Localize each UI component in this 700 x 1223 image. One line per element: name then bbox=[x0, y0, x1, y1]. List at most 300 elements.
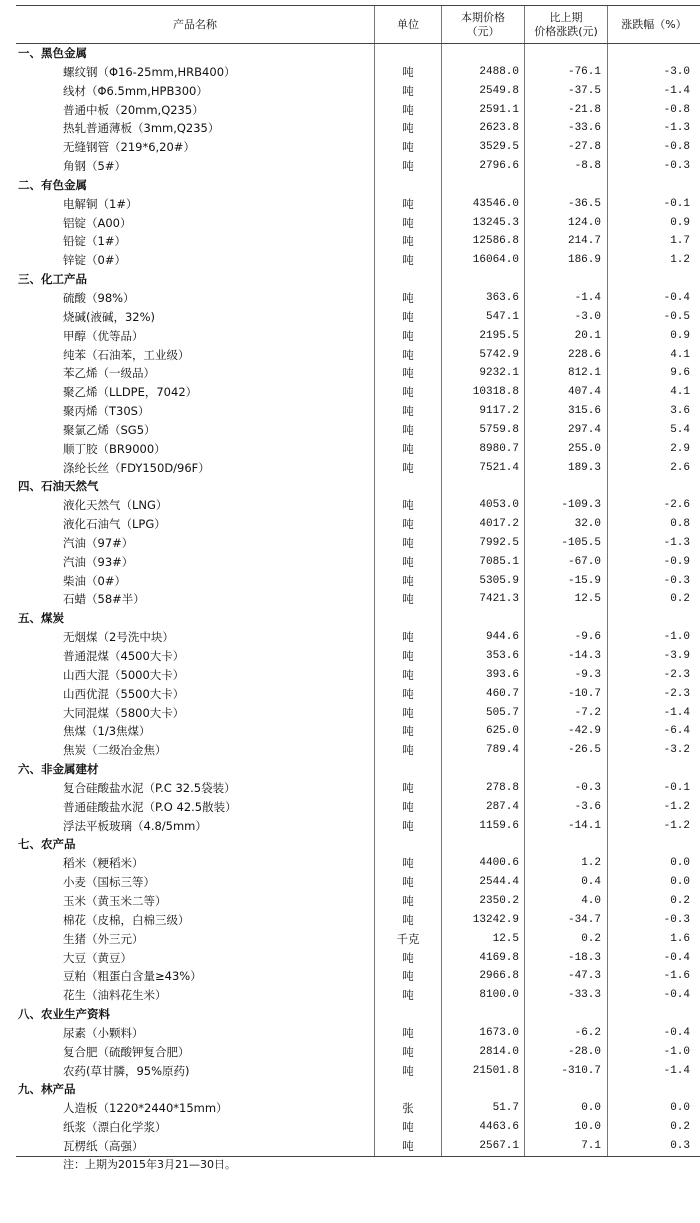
product-name-cell: 石蜡（58#半） bbox=[16, 590, 375, 609]
section-row bbox=[16, 835, 700, 854]
change-percent-cell: 0.9 bbox=[670, 216, 690, 229]
change-percent-cell: -0.1 bbox=[663, 781, 690, 794]
product-name-cell: 螺纹钢（Φ16-25mm,HRB400） bbox=[16, 63, 375, 82]
table-row bbox=[16, 1024, 700, 1043]
table-header-row bbox=[16, 6, 700, 44]
section-title: 六、非金属建材 bbox=[16, 760, 375, 779]
header-change-percent: 涨跌幅（%） bbox=[621, 17, 687, 31]
price-change-cell: -9.6 bbox=[525, 628, 608, 647]
price-cell: 13242.9 bbox=[442, 911, 525, 930]
price-change-cell: 12.5 bbox=[525, 590, 608, 609]
product-name-cell: 无缝钢管（219*6,20#） bbox=[16, 138, 375, 157]
product-name-cell: 角钢（5#） bbox=[16, 157, 375, 176]
product-name-cell: 浮法平板玻璃（4.8/5mm） bbox=[16, 817, 375, 836]
price-cell: 8100.0 bbox=[442, 986, 525, 1005]
product-name-cell: 聚氯乙烯（SG5） bbox=[16, 421, 375, 440]
change-percent-cell: -0.5 bbox=[663, 310, 690, 323]
unit-cell: 吨 bbox=[375, 1062, 442, 1081]
unit-cell: 吨 bbox=[375, 553, 442, 572]
change-percent-cell: -0.3 bbox=[663, 574, 690, 587]
price-cell: 2195.5 bbox=[442, 327, 525, 346]
price-cell: 12.5 bbox=[442, 930, 525, 949]
price-change-cell: 0.0 bbox=[525, 1099, 608, 1118]
price-change-cell: -7.2 bbox=[525, 704, 608, 723]
unit-cell: 千克 bbox=[375, 930, 442, 949]
section-title: 九、林产品 bbox=[16, 1080, 375, 1099]
price-cell: 16064.0 bbox=[442, 251, 525, 270]
empty-cell bbox=[525, 835, 608, 854]
product-name-cell: 汽油（97#） bbox=[16, 534, 375, 553]
section-row bbox=[16, 1080, 700, 1099]
price-cell: 4400.6 bbox=[442, 854, 525, 873]
unit-cell: 吨 bbox=[375, 704, 442, 723]
change-percent-cell: -3.0 bbox=[663, 65, 690, 78]
price-cell: 460.7 bbox=[442, 685, 525, 704]
product-name-cell: 无烟煤（2号洗中块） bbox=[16, 628, 375, 647]
price-cell: 7992.5 bbox=[442, 534, 525, 553]
unit-cell: 吨 bbox=[375, 1024, 442, 1043]
table-row bbox=[16, 308, 700, 327]
price-cell: 4169.8 bbox=[442, 949, 525, 968]
change-percent-cell: 0.2 bbox=[670, 894, 690, 907]
product-name-cell: 烧碱(液碱，32%) bbox=[16, 308, 375, 327]
price-change-cell: 7.1 bbox=[525, 1137, 608, 1156]
product-name-cell: 纯苯（石油苯，工业级） bbox=[16, 346, 375, 365]
product-name-cell: 复合硅酸盐水泥（P.C 32.5袋装） bbox=[16, 779, 375, 798]
price-change-cell: 20.1 bbox=[525, 327, 608, 346]
table-row bbox=[16, 553, 700, 572]
table-row bbox=[16, 1137, 700, 1156]
change-percent-cell: -1.3 bbox=[663, 122, 690, 135]
section-title: 七、农产品 bbox=[16, 835, 375, 854]
price-change-cell: 297.4 bbox=[525, 421, 608, 440]
price-change-cell: -14.3 bbox=[525, 647, 608, 666]
table-row bbox=[16, 798, 700, 817]
price-cell: 43546.0 bbox=[442, 195, 525, 214]
table-row bbox=[16, 157, 700, 176]
table-row bbox=[16, 459, 700, 478]
price-cell: 9117.2 bbox=[442, 402, 525, 421]
header-product-name: 产品名称 bbox=[16, 6, 375, 43]
change-percent-cell: -2.3 bbox=[663, 687, 690, 700]
change-percent-cell: 1.2 bbox=[670, 254, 690, 267]
empty-cell bbox=[442, 270, 525, 289]
price-cell: 2814.0 bbox=[442, 1043, 525, 1062]
product-name-cell: 线材（Φ6.5mm,HPB300） bbox=[16, 82, 375, 101]
table-row bbox=[16, 892, 700, 911]
price-cell: 1159.6 bbox=[442, 817, 525, 836]
price-change-cell: -76.1 bbox=[525, 63, 608, 82]
product-name-cell: 电解铜（1#） bbox=[16, 195, 375, 214]
unit-cell: 吨 bbox=[375, 779, 442, 798]
section-row bbox=[16, 609, 700, 628]
empty-cell bbox=[375, 176, 442, 195]
table-row bbox=[16, 101, 700, 120]
table-row bbox=[16, 967, 700, 986]
price-cell: 2350.2 bbox=[442, 892, 525, 911]
price-cell: 2966.8 bbox=[442, 967, 525, 986]
unit-cell: 吨 bbox=[375, 647, 442, 666]
unit-cell: 吨 bbox=[375, 741, 442, 760]
product-name-cell: 锌锭（0#） bbox=[16, 251, 375, 270]
unit-cell: 吨 bbox=[375, 873, 442, 892]
section-title: 四、石油天然气 bbox=[16, 477, 375, 496]
unit-cell: 吨 bbox=[375, 798, 442, 817]
product-name-cell: 棉花（皮棉，白棉三级） bbox=[16, 911, 375, 930]
change-percent-cell: -3.2 bbox=[663, 744, 690, 757]
change-percent-cell: -0.3 bbox=[663, 913, 690, 926]
section-title: 八、农业生产资料 bbox=[16, 1005, 375, 1024]
table-row bbox=[16, 440, 700, 459]
unit-cell: 吨 bbox=[375, 817, 442, 836]
price-cell: 1673.0 bbox=[442, 1024, 525, 1043]
product-name-cell: 涤纶长丝（FDY150D/96F） bbox=[16, 459, 375, 478]
unit-cell: 吨 bbox=[375, 421, 442, 440]
product-name-cell: 生猪（外三元） bbox=[16, 930, 375, 949]
change-percent-cell: -0.4 bbox=[663, 951, 690, 964]
unit-cell: 吨 bbox=[375, 308, 442, 327]
table-row bbox=[16, 138, 700, 157]
section-row bbox=[16, 760, 700, 779]
price-change-cell: -8.8 bbox=[525, 157, 608, 176]
table-row bbox=[16, 911, 700, 930]
table-row bbox=[16, 383, 700, 402]
product-name-cell: 聚丙烯（T30S） bbox=[16, 402, 375, 421]
price-change-cell: -3.0 bbox=[525, 308, 608, 327]
price-cell: 13245.3 bbox=[442, 214, 525, 233]
table-row bbox=[16, 1043, 700, 1062]
empty-cell bbox=[375, 835, 442, 854]
change-percent-cell: -2.6 bbox=[663, 499, 690, 512]
section-row bbox=[16, 477, 700, 496]
change-percent-cell: 1.7 bbox=[670, 235, 690, 248]
price-change-cell: -34.7 bbox=[525, 911, 608, 930]
table-row bbox=[16, 854, 700, 873]
price-cell: 287.4 bbox=[442, 798, 525, 817]
price-cell: 944.6 bbox=[442, 628, 525, 647]
unit-cell: 张 bbox=[375, 1099, 442, 1118]
empty-cell bbox=[525, 1080, 608, 1099]
price-change-cell: -14.1 bbox=[525, 817, 608, 836]
empty-cell bbox=[442, 609, 525, 628]
unit-cell: 吨 bbox=[375, 628, 442, 647]
change-percent-cell: -0.3 bbox=[663, 160, 690, 173]
empty-cell bbox=[442, 835, 525, 854]
unit-cell: 吨 bbox=[375, 440, 442, 459]
table-row bbox=[16, 741, 700, 760]
product-name-cell: 小麦（国标三等） bbox=[16, 873, 375, 892]
empty-cell bbox=[375, 609, 442, 628]
price-cell: 278.8 bbox=[442, 779, 525, 798]
empty-cell bbox=[608, 1080, 700, 1099]
table-row bbox=[16, 119, 700, 138]
price-change-cell: -109.3 bbox=[525, 496, 608, 515]
price-cell: 505.7 bbox=[442, 704, 525, 723]
price-cell: 353.6 bbox=[442, 647, 525, 666]
change-percent-cell: 4.1 bbox=[670, 348, 690, 361]
product-name-cell: 柴油（0#） bbox=[16, 572, 375, 591]
empty-cell bbox=[608, 1005, 700, 1024]
unit-cell: 吨 bbox=[375, 459, 442, 478]
change-percent-cell: -1.4 bbox=[663, 1064, 690, 1077]
price-cell: 8980.7 bbox=[442, 440, 525, 459]
unit-cell: 吨 bbox=[375, 195, 442, 214]
unit-cell: 吨 bbox=[375, 854, 442, 873]
price-change-cell: -33.6 bbox=[525, 119, 608, 138]
unit-cell: 吨 bbox=[375, 157, 442, 176]
product-name-cell: 尿素（小颗料） bbox=[16, 1024, 375, 1043]
product-name-cell: 复合肥（硫酸钾复合肥） bbox=[16, 1043, 375, 1062]
empty-cell bbox=[525, 477, 608, 496]
change-percent-cell: 3.6 bbox=[670, 405, 690, 418]
product-name-cell: 顺丁胶（BR9000） bbox=[16, 440, 375, 459]
change-percent-cell: 0.8 bbox=[670, 518, 690, 531]
price-cell: 789.4 bbox=[442, 741, 525, 760]
price-cell: 4017.2 bbox=[442, 515, 525, 534]
change-percent-cell: -0.8 bbox=[663, 103, 690, 116]
price-change-cell: 214.7 bbox=[525, 232, 608, 251]
unit-cell: 吨 bbox=[375, 364, 442, 383]
table-row bbox=[16, 1062, 700, 1081]
unit-cell: 吨 bbox=[375, 82, 442, 101]
product-name-cell: 铝锭（A00） bbox=[16, 214, 375, 233]
table-row bbox=[16, 82, 700, 101]
price-cell: 10318.8 bbox=[442, 383, 525, 402]
empty-cell bbox=[608, 270, 700, 289]
unit-cell: 吨 bbox=[375, 402, 442, 421]
unit-cell: 吨 bbox=[375, 1118, 442, 1137]
product-name-cell: 普通中板（20mm,Q235） bbox=[16, 101, 375, 120]
price-cell: 363.6 bbox=[442, 289, 525, 308]
price-change-cell: 0.4 bbox=[525, 873, 608, 892]
product-name-cell: 人造板（1220*2440*15mm） bbox=[16, 1099, 375, 1118]
section-title: 五、煤炭 bbox=[16, 609, 375, 628]
section-title: 一、黑色金属 bbox=[16, 44, 375, 63]
product-name-cell: 普通硅酸盐水泥（P.O 42.5散装） bbox=[16, 798, 375, 817]
product-name-cell: 甲醇（优等品） bbox=[16, 327, 375, 346]
change-percent-cell: -0.8 bbox=[663, 141, 690, 154]
table-row bbox=[16, 1099, 700, 1118]
price-change-cell: -28.0 bbox=[525, 1043, 608, 1062]
change-percent-cell: -1.3 bbox=[663, 536, 690, 549]
empty-cell bbox=[525, 609, 608, 628]
price-cell: 3529.5 bbox=[442, 138, 525, 157]
section-title: 三、化工产品 bbox=[16, 270, 375, 289]
price-change-cell: -0.3 bbox=[525, 779, 608, 798]
change-percent-cell: -1.2 bbox=[663, 800, 690, 813]
price-change-cell: 228.6 bbox=[525, 346, 608, 365]
price-change-cell: -105.5 bbox=[525, 534, 608, 553]
product-name-cell: 苯乙烯（一级品） bbox=[16, 364, 375, 383]
header-price-change: 比上期 价格涨跌(元) bbox=[525, 6, 608, 43]
table-row bbox=[16, 930, 700, 949]
price-cell: 5759.8 bbox=[442, 421, 525, 440]
empty-cell bbox=[375, 44, 442, 63]
section-row bbox=[16, 270, 700, 289]
unit-cell: 吨 bbox=[375, 346, 442, 365]
price-cell: 21501.8 bbox=[442, 1062, 525, 1081]
empty-cell bbox=[442, 1005, 525, 1024]
change-percent-cell: -1.6 bbox=[663, 970, 690, 983]
product-name-cell: 玉米（黄玉米二等） bbox=[16, 892, 375, 911]
empty-cell bbox=[525, 760, 608, 779]
unit-cell: 吨 bbox=[375, 986, 442, 1005]
price-change-cell: -10.7 bbox=[525, 685, 608, 704]
change-percent-cell: -2.3 bbox=[663, 668, 690, 681]
price-change-cell: 4.0 bbox=[525, 892, 608, 911]
price-cell: 9232.1 bbox=[442, 364, 525, 383]
empty-cell bbox=[442, 1080, 525, 1099]
empty-cell bbox=[375, 477, 442, 496]
change-percent-cell: -0.1 bbox=[663, 197, 690, 210]
table-row bbox=[16, 590, 700, 609]
table-row bbox=[16, 1118, 700, 1137]
empty-cell bbox=[442, 760, 525, 779]
product-name-cell: 豆粕（粗蛋白含量≥43%） bbox=[16, 967, 375, 986]
unit-cell: 吨 bbox=[375, 534, 442, 553]
price-change-cell: 315.6 bbox=[525, 402, 608, 421]
change-percent-cell: 0.0 bbox=[670, 876, 690, 889]
empty-cell bbox=[525, 44, 608, 63]
price-change-cell: 32.0 bbox=[525, 515, 608, 534]
price-change-cell: -42.9 bbox=[525, 722, 608, 741]
table-row bbox=[16, 817, 700, 836]
price-cell: 2796.6 bbox=[442, 157, 525, 176]
price-change-cell: -15.9 bbox=[525, 572, 608, 591]
price-change-cell: 186.9 bbox=[525, 251, 608, 270]
price-change-cell: 407.4 bbox=[525, 383, 608, 402]
table-row bbox=[16, 628, 700, 647]
empty-cell bbox=[442, 477, 525, 496]
price-cell: 2544.4 bbox=[442, 873, 525, 892]
price-cell: 393.6 bbox=[442, 666, 525, 685]
table-row bbox=[16, 63, 700, 82]
unit-cell: 吨 bbox=[375, 101, 442, 120]
unit-cell: 吨 bbox=[375, 138, 442, 157]
table-body bbox=[16, 44, 700, 1156]
unit-cell: 吨 bbox=[375, 685, 442, 704]
price-cell: 5742.9 bbox=[442, 346, 525, 365]
product-name-cell: 汽油（93#） bbox=[16, 553, 375, 572]
empty-cell bbox=[375, 270, 442, 289]
unit-cell: 吨 bbox=[375, 214, 442, 233]
empty-cell bbox=[525, 270, 608, 289]
product-name-cell: 普通混煤（4500大卡） bbox=[16, 647, 375, 666]
price-change-cell: -33.3 bbox=[525, 986, 608, 1005]
unit-cell: 吨 bbox=[375, 892, 442, 911]
table-row bbox=[16, 666, 700, 685]
change-percent-cell: 1.6 bbox=[670, 932, 690, 945]
price-cell: 7421.3 bbox=[442, 590, 525, 609]
empty-cell bbox=[608, 609, 700, 628]
section-row bbox=[16, 1005, 700, 1024]
price-cell: 5305.9 bbox=[442, 572, 525, 591]
price-cell: 2623.8 bbox=[442, 119, 525, 138]
price-change-cell: 189.3 bbox=[525, 459, 608, 478]
product-name-cell: 纸浆（漂白化学浆） bbox=[16, 1118, 375, 1137]
change-percent-cell: -0.9 bbox=[663, 555, 690, 568]
price-change-cell: -21.8 bbox=[525, 101, 608, 120]
empty-cell bbox=[608, 760, 700, 779]
product-name-cell: 大豆（黄豆） bbox=[16, 949, 375, 968]
change-percent-cell: 2.9 bbox=[670, 442, 690, 455]
price-change-cell: -1.4 bbox=[525, 289, 608, 308]
unit-cell: 吨 bbox=[375, 722, 442, 741]
empty-cell bbox=[375, 1080, 442, 1099]
section-row bbox=[16, 44, 700, 63]
change-percent-cell: -0.4 bbox=[663, 1026, 690, 1039]
price-cell: 2549.8 bbox=[442, 82, 525, 101]
price-change-cell: -310.7 bbox=[525, 1062, 608, 1081]
unit-cell: 吨 bbox=[375, 63, 442, 82]
price-change-cell: 812.1 bbox=[525, 364, 608, 383]
unit-cell: 吨 bbox=[375, 251, 442, 270]
header-unit: 单位 bbox=[375, 6, 442, 43]
section-title: 二、有色金属 bbox=[16, 176, 375, 195]
price-change-cell: 255.0 bbox=[525, 440, 608, 459]
product-name-cell: 农药(草甘膦，95%原药) bbox=[16, 1062, 375, 1081]
price-change-cell: -47.3 bbox=[525, 967, 608, 986]
product-name-cell: 铅锭（1#） bbox=[16, 232, 375, 251]
price-change-cell: 10.0 bbox=[525, 1118, 608, 1137]
price-change-cell: -36.5 bbox=[525, 195, 608, 214]
unit-cell: 吨 bbox=[375, 666, 442, 685]
unit-cell: 吨 bbox=[375, 949, 442, 968]
price-cell: 4463.6 bbox=[442, 1118, 525, 1137]
empty-cell bbox=[608, 477, 700, 496]
price-cell: 12586.8 bbox=[442, 232, 525, 251]
table-row bbox=[16, 496, 700, 515]
price-change-cell: -37.5 bbox=[525, 82, 608, 101]
price-cell: 7521.4 bbox=[442, 459, 525, 478]
unit-cell: 吨 bbox=[375, 967, 442, 986]
unit-cell: 吨 bbox=[375, 327, 442, 346]
unit-cell: 吨 bbox=[375, 911, 442, 930]
unit-cell: 吨 bbox=[375, 1137, 442, 1156]
change-percent-cell: 2.6 bbox=[670, 461, 690, 474]
change-percent-cell: -0.4 bbox=[663, 291, 690, 304]
change-percent-cell: -6.4 bbox=[663, 725, 690, 738]
change-percent-cell: 0.9 bbox=[670, 329, 690, 342]
product-name-cell: 液化石油气（LPG） bbox=[16, 515, 375, 534]
table-row bbox=[16, 364, 700, 383]
section-row bbox=[16, 176, 700, 195]
price-change-cell: -3.6 bbox=[525, 798, 608, 817]
price-change-cell: -18.3 bbox=[525, 949, 608, 968]
unit-cell: 吨 bbox=[375, 289, 442, 308]
table-row bbox=[16, 534, 700, 553]
unit-cell: 吨 bbox=[375, 590, 442, 609]
change-percent-cell: -3.9 bbox=[663, 650, 690, 662]
table-row bbox=[16, 421, 700, 440]
unit-cell: 吨 bbox=[375, 383, 442, 402]
product-name-cell: 大同混煤（5800大卡） bbox=[16, 704, 375, 723]
empty-cell bbox=[375, 1005, 442, 1024]
empty-cell bbox=[608, 835, 700, 854]
product-name-cell: 焦煤（1/3焦煤） bbox=[16, 722, 375, 741]
price-table bbox=[16, 5, 700, 1157]
change-percent-cell: 0.0 bbox=[670, 1102, 690, 1115]
table-row bbox=[16, 647, 700, 666]
change-percent-cell: -0.4 bbox=[663, 989, 690, 1002]
table-row bbox=[16, 232, 700, 251]
header-current-price: 本期价格 （元） bbox=[442, 6, 525, 43]
price-cell: 4053.0 bbox=[442, 496, 525, 515]
price-cell: 7085.1 bbox=[442, 553, 525, 572]
price-change-cell: 124.0 bbox=[525, 214, 608, 233]
table-row bbox=[16, 289, 700, 308]
empty-cell bbox=[375, 760, 442, 779]
